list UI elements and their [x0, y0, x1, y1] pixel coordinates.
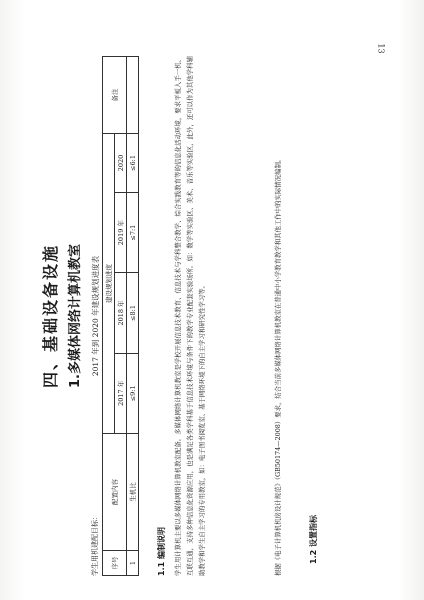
sub-title: 1.多媒体网络计算机教室: [68, 244, 83, 388]
row-value: ≤6:1: [127, 134, 139, 193]
student-ratio-label: 学生用机建配目标：: [91, 513, 99, 576]
header-seq: 序号: [103, 551, 127, 576]
row-value: ≤9:1: [127, 353, 139, 433]
row-value: ≤8:1: [127, 273, 139, 353]
paragraph-2: 根据《电子计算机机房设计规范》（GB50174—2008）要求，结合当前多媒体网络计算机教室在普通中小学教育教学和其他工作中的实际情况编制。: [274, 155, 282, 576]
header-year: 2017 年: [115, 353, 127, 433]
row-note: [127, 57, 139, 134]
heading-1-1: 1.1 编制说明: [157, 527, 166, 576]
plan-table: [102, 56, 139, 576]
header-year: 2020: [115, 134, 127, 193]
section-title: 四、基础设备设施: [41, 244, 60, 389]
row-value: ≤7:1: [127, 192, 139, 272]
table-title: 2017 年到 2020 年建设规划进度表: [91, 255, 100, 377]
table-row: [127, 57, 139, 576]
rotated-content: [38, 46, 368, 576]
header-year: 2018 年: [115, 273, 127, 353]
row-item: 生机比: [127, 434, 139, 551]
page-number: 13: [376, 43, 386, 54]
header-note: 备注: [103, 57, 127, 134]
table-header-row: [103, 57, 115, 576]
heading-1-2: 1.2 设置指标: [309, 515, 318, 564]
header-item: 配置内容: [103, 434, 127, 551]
header-target: 建设规划进度: [103, 134, 115, 434]
paragraph-1: 学生用计算机主要以多媒体网络计算机教室配备。多媒体网络计算机教室是学校开展信息技术教育、信息技术与学科整合教学、综合实践教育等的信息化活动环境，要求平板入手一机、互联互通，支持多种信息化资源应用，也是满足各类学科基于信息技术环境与条件下的教学专业配套实验场所。如：数学等实验区、美术、音乐等实验区，此外，还可以作为其他学科辅助教学和学生自主学习的专用教室，如：电子图书阅览室、基于网络环境下的自主学习和研究性学习等。: [174, 56, 206, 576]
header-year: 2019 年: [115, 192, 127, 272]
row-seq: 1: [127, 551, 139, 576]
